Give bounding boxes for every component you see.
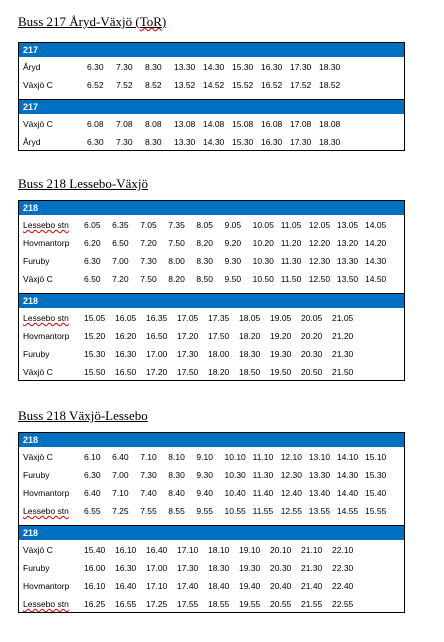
departure-time: 8.10 [168, 452, 185, 462]
departure-time: 11.05 [280, 220, 302, 230]
timetable-row-lessebo-stn [19, 594, 404, 612]
departure-time: 6.50 [84, 274, 101, 284]
departure-time: 8.20 [196, 238, 213, 248]
departure-time: 17.10 [177, 545, 199, 555]
timetable-row-furuby [19, 558, 404, 576]
departure-time: 8.08 [145, 119, 162, 129]
departure-time: 14.40 [336, 488, 359, 498]
timetable-row-hovmantorp [19, 483, 404, 501]
departure-time: 18.05 [239, 313, 261, 323]
departure-time: 7.35 [168, 220, 185, 230]
departure-time: 10.40 [224, 488, 246, 498]
departure-time: 22.40 [332, 581, 354, 591]
departure-time: 18.30 [239, 349, 261, 359]
departure-time: 13.05 [336, 220, 359, 230]
departure-time: 17.30 [290, 137, 312, 147]
departure-time: 18.20 [239, 331, 261, 341]
departure-time: 16.10 [115, 545, 137, 555]
departure-time: 20.30 [270, 563, 292, 573]
departure-time: 6.08 [87, 119, 104, 129]
departure-time: 20.30 [301, 349, 323, 359]
departure-time: 10.50 [252, 274, 274, 284]
departure-time: 20.50 [301, 367, 323, 377]
departure-time: 14.20 [365, 238, 387, 248]
departure-time: 16.35 [146, 313, 168, 323]
stop-name: Växjö C [23, 80, 53, 90]
departure-time: 7.25 [112, 506, 129, 516]
timetable-row-lessebo-stn [19, 215, 404, 233]
departure-time: 21.30 [301, 563, 323, 573]
stop-name: Hovmantorp [23, 238, 70, 248]
departure-time: 13.30 [174, 62, 196, 72]
departure-time: 6.30 [84, 256, 101, 266]
departure-time: 11.30 [280, 256, 302, 266]
timetable-row-hovmantorp [19, 576, 404, 594]
departure-time: 20.40 [270, 581, 292, 591]
departure-time: 17.55 [177, 599, 199, 609]
departure-time: 9.40 [196, 488, 213, 498]
departure-time: 19.20 [270, 331, 292, 341]
timetable-row-vaxjo-c [19, 362, 404, 380]
departure-time: 16.20 [115, 331, 137, 341]
timetable-row-lessebo-stn [19, 501, 404, 519]
departure-time: 7.08 [116, 119, 133, 129]
route-number-header: 218 [19, 294, 404, 308]
stop-name: Furuby [23, 470, 50, 480]
departure-time: 11.20 [280, 238, 302, 248]
departure-time: 12.20 [308, 238, 331, 248]
departure-time: 6.30 [87, 62, 104, 72]
departure-time: 8.52 [145, 80, 162, 90]
departure-time: 15.20 [84, 331, 106, 341]
departure-time: 17.00 [146, 563, 168, 573]
departure-time: 14.10 [336, 452, 359, 462]
timetable-218-vaxjo-lessebo [18, 432, 405, 613]
timetable-row-furuby [19, 344, 404, 362]
departure-time: 7.55 [140, 506, 157, 516]
departure-time: 15.30 [84, 349, 106, 359]
stop-name: Lessebo stn [23, 599, 69, 609]
stop-name: Lessebo stn [23, 506, 69, 516]
departure-time: 7.50 [140, 274, 157, 284]
departure-time: 15.10 [365, 452, 387, 462]
departure-time: 18.30 [319, 62, 341, 72]
stop-name: Åryd [23, 137, 41, 147]
departure-time: 16.10 [84, 581, 106, 591]
departure-time: 18.10 [208, 545, 230, 555]
departure-time: 19.40 [239, 581, 261, 591]
departure-time: 18.30 [319, 137, 341, 147]
departure-time: 21.30 [332, 349, 354, 359]
departure-time: 15.30 [365, 470, 387, 480]
departure-time: 18.20 [208, 367, 230, 377]
departure-time: 17.20 [146, 367, 168, 377]
departure-time: 17.52 [290, 80, 312, 90]
departure-time: 9.50 [224, 274, 242, 284]
departure-time: 13.30 [308, 470, 331, 480]
route-number-header: 218 [19, 201, 404, 215]
timetable-row-furuby [19, 251, 404, 269]
departure-time: 15.55 [365, 506, 387, 516]
departure-time: 6.55 [84, 506, 101, 516]
departure-time: 17.25 [146, 599, 168, 609]
departure-time: 13.55 [308, 506, 331, 516]
timetable-row-vaxjo-c [19, 447, 404, 465]
departure-time: 17.50 [208, 331, 230, 341]
departure-time: 12.50 [308, 274, 331, 284]
departure-time: 17.05 [177, 313, 199, 323]
stop-name: Furuby [23, 563, 50, 573]
departure-time: 8.50 [196, 274, 213, 284]
departure-time: 15.40 [84, 545, 106, 555]
departure-time: 7.05 [140, 220, 157, 230]
departure-time: 20.10 [270, 545, 292, 555]
departure-time: 6.35 [112, 220, 129, 230]
departure-time: 8.40 [168, 488, 185, 498]
departure-time: 10.30 [252, 256, 274, 266]
table-separator [19, 93, 404, 100]
departure-time: 16.50 [146, 331, 168, 341]
departure-time: 16.25 [84, 599, 106, 609]
departure-time: 9.10 [196, 452, 213, 462]
departure-time: 14.30 [365, 256, 387, 266]
departure-time: 18.50 [239, 367, 261, 377]
departure-time: 12.30 [308, 256, 331, 266]
departure-time: 15.05 [84, 313, 106, 323]
departure-time: 6.20 [84, 238, 101, 248]
departure-time: 7.30 [140, 470, 157, 480]
section-title: Buss 218 Växjö-Lessebo [18, 408, 148, 423]
timetable-row-aryd [19, 57, 404, 75]
departure-time: 13.50 [336, 274, 359, 284]
departure-time: 7.30 [140, 256, 157, 266]
departure-time: 13.08 [174, 119, 196, 129]
departure-time: 7.10 [112, 488, 129, 498]
departure-time: 7.52 [116, 80, 133, 90]
departure-time: 8.30 [145, 137, 162, 147]
departure-time: 11.40 [252, 488, 274, 498]
departure-time: 13.30 [174, 137, 196, 147]
stop-name: Lessebo stn [23, 313, 69, 323]
departure-time: 21.05 [332, 313, 354, 323]
departure-time: 19.10 [239, 545, 261, 555]
departure-time: 7.40 [140, 488, 157, 498]
stop-name: Lessebo stn [23, 220, 69, 230]
departure-time: 15.30 [232, 62, 254, 72]
departure-time: 14.52 [203, 80, 225, 90]
timetable-row-aryd [19, 132, 404, 150]
departure-time: 11.55 [252, 506, 274, 516]
departure-time: 9.20 [224, 238, 242, 248]
departure-time: 6.10 [84, 452, 101, 462]
departure-time: 9.05 [224, 220, 242, 230]
timetable-row-vaxjo-c [19, 75, 404, 93]
departure-time: 21.55 [301, 599, 323, 609]
departure-time: 17.35 [208, 313, 230, 323]
departure-time: 22.30 [332, 563, 354, 573]
departure-time: 19.55 [239, 599, 261, 609]
departure-time: 10.05 [252, 220, 274, 230]
departure-time: 19.30 [270, 349, 292, 359]
departure-time: 14.08 [203, 119, 225, 129]
departure-time: 11.10 [252, 452, 274, 462]
section-title: Buss 218 Lessebo-Växjö [18, 176, 148, 191]
departure-time: 8.55 [168, 506, 185, 516]
departure-time: 18.08 [319, 119, 341, 129]
departure-time: 17.30 [177, 349, 199, 359]
departure-time: 13.10 [308, 452, 331, 462]
departure-time: 7.30 [116, 62, 133, 72]
departure-time: 14.30 [203, 137, 225, 147]
departure-time: 17.50 [177, 367, 199, 377]
departure-time: 12.30 [280, 470, 302, 480]
departure-time: 15.52 [232, 80, 254, 90]
departure-time: 19.05 [270, 313, 292, 323]
departure-time: 15.30 [232, 137, 254, 147]
departure-time: 9.30 [196, 470, 213, 480]
departure-time: 8.05 [196, 220, 213, 230]
departure-time: 22.10 [332, 545, 354, 555]
timetable-217 [18, 42, 405, 151]
departure-time: 13.20 [336, 238, 359, 248]
departure-time: 6.50 [112, 238, 129, 248]
departure-time: 13.52 [174, 80, 196, 90]
departure-time: 16.50 [115, 367, 137, 377]
departure-time: 7.20 [112, 274, 129, 284]
departure-time: 21.20 [332, 331, 354, 341]
departure-time: 20.20 [301, 331, 323, 341]
departure-time: 12.10 [280, 452, 302, 462]
departure-time: 19.50 [270, 367, 292, 377]
departure-time: 17.20 [177, 331, 199, 341]
departure-time: 16.08 [261, 119, 283, 129]
departure-time: 18.00 [208, 349, 230, 359]
stop-name: Furuby [23, 349, 50, 359]
departure-time: 7.00 [112, 256, 129, 266]
stop-name: Hovmantorp [23, 581, 70, 591]
departure-time: 10.10 [224, 452, 246, 462]
departure-time: 17.00 [146, 349, 168, 359]
departure-time: 17.30 [177, 563, 199, 573]
departure-time: 8.30 [145, 62, 162, 72]
timetable-row-vaxjo-c [19, 540, 404, 558]
departure-time: 22.55 [332, 599, 354, 609]
departure-time: 14.30 [336, 470, 359, 480]
departure-time: 12.40 [280, 488, 302, 498]
route-number-header: 217 [19, 100, 404, 114]
departure-time: 14.05 [365, 220, 387, 230]
departure-time: 13.30 [336, 256, 359, 266]
departure-time: 8.30 [168, 470, 185, 480]
table-separator [19, 287, 404, 294]
route-number-header: 217 [19, 43, 404, 57]
timetable-row-furuby [19, 465, 404, 483]
departure-time: 17.40 [177, 581, 199, 591]
departure-time: 6.40 [112, 452, 129, 462]
departure-time: 6.30 [87, 137, 104, 147]
departure-time: 8.00 [168, 256, 185, 266]
departure-time: 16.30 [115, 563, 137, 573]
departure-time: 17.30 [290, 62, 312, 72]
stop-name: Åryd [23, 62, 41, 72]
departure-time: 18.52 [319, 80, 341, 90]
stop-name: Hovmantorp [23, 488, 70, 498]
departure-time: 6.30 [84, 470, 101, 480]
departure-time: 13.40 [308, 488, 331, 498]
departure-time: 8.30 [196, 256, 213, 266]
departure-time: 17.08 [290, 119, 312, 129]
section-title: Buss 217 Åryd-Växjö (ToR) [18, 14, 167, 29]
departure-time: 21.40 [301, 581, 323, 591]
departure-time: 21.50 [332, 367, 354, 377]
departure-time: 10.20 [252, 238, 274, 248]
departure-time: 6.52 [87, 80, 104, 90]
departure-time: 18.55 [208, 599, 230, 609]
departure-time: 18.40 [208, 581, 230, 591]
departure-time: 16.40 [146, 545, 168, 555]
departure-time: 20.05 [301, 313, 323, 323]
departure-time: 18.30 [208, 563, 230, 573]
stop-name: Växjö C [23, 119, 53, 129]
route-number-header: 218 [19, 526, 404, 540]
departure-time: 7.00 [112, 470, 129, 480]
departure-time: 14.50 [365, 274, 387, 284]
departure-time: 7.50 [168, 238, 185, 248]
departure-time: 16.55 [115, 599, 137, 609]
route-number-header: 218 [19, 433, 404, 447]
departure-time: 16.05 [115, 313, 137, 323]
departure-time: 15.40 [365, 488, 387, 498]
departure-time: 16.30 [261, 137, 283, 147]
stop-name: Växjö C [23, 367, 53, 377]
timetable-row-hovmantorp [19, 326, 404, 344]
departure-time: 12.05 [308, 220, 331, 230]
stop-name: Växjö C [23, 452, 53, 462]
departure-time: 6.05 [84, 220, 101, 230]
stop-name: Hovmantorp [23, 331, 70, 341]
departure-time: 10.30 [224, 470, 246, 480]
timetable-218-lessebo-vaxjo [18, 200, 405, 381]
departure-time: 7.10 [140, 452, 157, 462]
departure-time: 21.10 [301, 545, 323, 555]
departure-time: 7.30 [116, 137, 133, 147]
departure-time: 16.30 [261, 62, 283, 72]
departure-time: 16.30 [115, 349, 137, 359]
timetable-row-hovmantorp [19, 233, 404, 251]
timetable-row-lessebo-stn [19, 308, 404, 326]
timetable-row-vaxjo-c [19, 114, 404, 132]
departure-time: 17.10 [146, 581, 168, 591]
departure-time: 16.40 [115, 581, 137, 591]
departure-time: 9.55 [196, 506, 213, 516]
departure-time: 20.55 [270, 599, 292, 609]
spellcheck-word: ToR [139, 14, 162, 29]
departure-time: 11.30 [252, 470, 274, 480]
departure-time: 15.50 [84, 367, 106, 377]
departure-time: 14.55 [336, 506, 359, 516]
departure-time: 14.30 [203, 62, 225, 72]
table-separator [19, 519, 404, 526]
departure-time: 7.20 [140, 238, 157, 248]
departure-time: 16.00 [84, 563, 106, 573]
departure-time: 15.08 [232, 119, 254, 129]
departure-time: 10.55 [224, 506, 246, 516]
stop-name: Växjö C [23, 274, 53, 284]
timetable-row-vaxjo-c [19, 269, 404, 287]
stop-name: Furuby [23, 256, 50, 266]
departure-time: 9.30 [224, 256, 242, 266]
departure-time: 8.20 [168, 274, 185, 284]
stop-name: Växjö C [23, 545, 53, 555]
departure-time: 16.52 [261, 80, 283, 90]
departure-time: 6.40 [84, 488, 101, 498]
departure-time: 11.50 [280, 274, 302, 284]
departure-time: 19.30 [239, 563, 261, 573]
departure-time: 12.55 [280, 506, 302, 516]
